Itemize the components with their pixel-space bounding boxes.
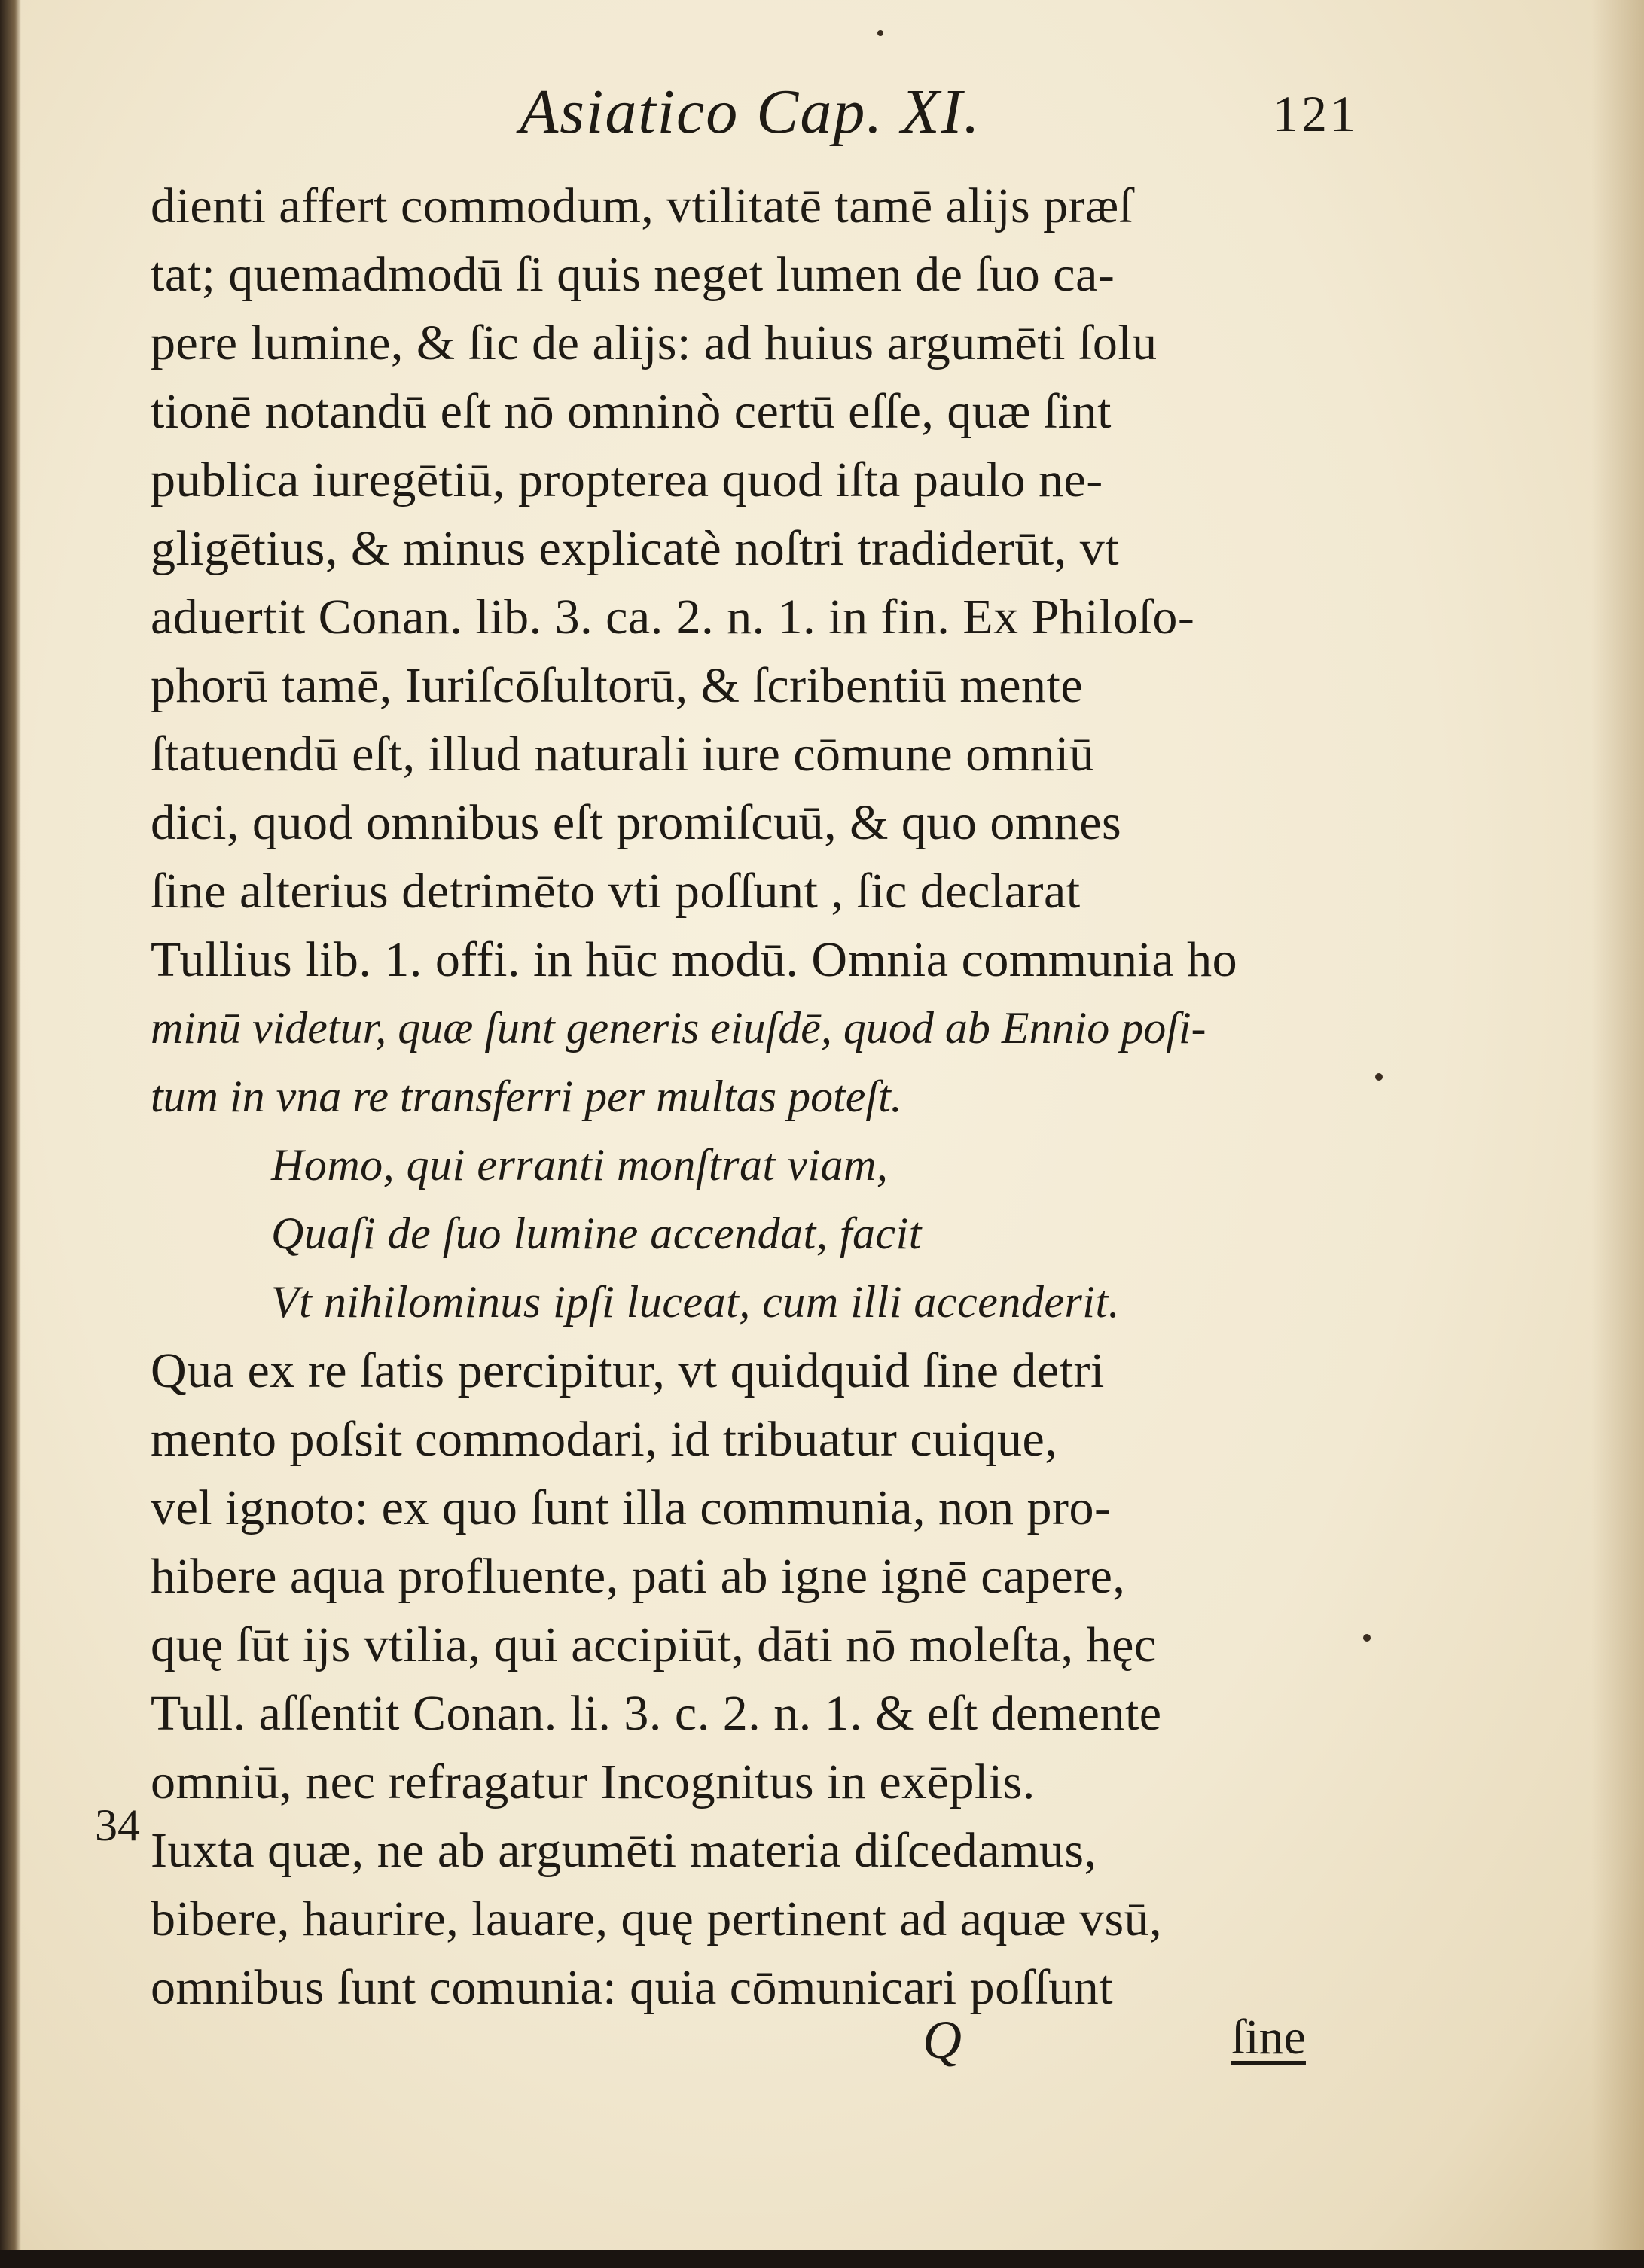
text-line: aduertit Conan. lib. 3. ca. 2. n. 1. in fin. Ex Philoſo- bbox=[151, 590, 1195, 645]
running-title: Asiatico Cap. XI. bbox=[520, 77, 981, 147]
text-line: dienti affert commodum, vtilitatē tamē alijs præſ bbox=[151, 178, 1133, 233]
text-line: Tull. aſſentit Conan. li. 3. c. 2. n. 1. & eſt demente bbox=[151, 1686, 1162, 1741]
verse-line: Quaſi de ſuo lumine accendat, facit bbox=[271, 1209, 922, 1258]
ink-speck bbox=[1363, 1634, 1371, 1642]
text-line: omnibus ſunt comunia: quia cōmunicari poſſunt bbox=[151, 1960, 1114, 2015]
text-line: omniū, nec refragatur Incognitus in exēplis. bbox=[151, 1754, 1036, 1809]
text-line: Tullius lib. 1. offi. in hūc modū. Omnia communia ho bbox=[151, 932, 1238, 987]
text-line: tat; quemadmodū ſi quis neget lumen de ſuo ca- bbox=[151, 247, 1115, 302]
text-line: ſtatuendū eſt, illud naturali iure cōmune omniū bbox=[151, 727, 1095, 782]
text-line: vel ignoto: ex quo ſunt illa communia, non pro- bbox=[151, 1480, 1112, 1535]
verse-line: Homo, qui erranti monſtrat viam, bbox=[271, 1140, 889, 1190]
text-line: tionē notandū eſt nō omninò certū eſſe, quæ ſint bbox=[151, 384, 1112, 439]
page-edge-shadow bbox=[1591, 0, 1644, 2268]
text-line: dici, quod omnibus eſt promiſcuū, & quo omnes bbox=[151, 795, 1122, 850]
binding-gutter bbox=[0, 0, 21, 2268]
margin-number: 34 bbox=[95, 1800, 140, 1850]
ink-speck bbox=[1375, 1073, 1383, 1081]
text-line: quę ſūt ijs vtilia, qui accipiūt, dāti nō moleſta, hęc bbox=[151, 1617, 1157, 1672]
text-line: gligētius, & minus explicatè noſtri tradiderūt, vt bbox=[151, 521, 1120, 576]
text-line: minū videtur, quæ ſunt generis eiuſdē, quod ab Ennio poſi- bbox=[151, 1003, 1206, 1053]
page-bottom-edge bbox=[0, 2250, 1644, 2268]
running-head bbox=[0, 75, 1644, 158]
text-line: hibere aqua profluente, pati ab igne ignē capere, bbox=[151, 1549, 1126, 1604]
text-line: bibere, haurire, lauare, quę pertinent ad aquæ vsū, bbox=[151, 1892, 1163, 1946]
signature-mark: Q bbox=[923, 2010, 962, 2070]
text-line: mento poſsit commodari, id tribuatur cuique, bbox=[151, 1412, 1058, 1467]
ink-speck bbox=[877, 30, 883, 36]
text-line: phorū tamē, Iuriſcōſultorū, & ſcribentiū mente bbox=[151, 658, 1084, 713]
text-block bbox=[151, 172, 1371, 2022]
text-line: publica iuregētiū, propterea quod iſta paulo ne- bbox=[151, 453, 1103, 508]
page-number: 121 bbox=[1273, 85, 1359, 142]
text-line: Qua ex re ſatis percipitur, vt quidquid ſine detri bbox=[151, 1343, 1105, 1398]
text-line: Iuxta quæ, ne ab argumēti materia diſcedamus, bbox=[151, 1823, 1097, 1878]
text-line: ſine alterius detrimēto vti poſſunt , ſic declarat bbox=[151, 864, 1081, 919]
catchword: ſine bbox=[1231, 2010, 1306, 2065]
verse-line: Vt nihilominus ipſi luceat, cum illi accenderit. bbox=[271, 1277, 1121, 1327]
text-line: tum in vna re transferri per multas poteſt. bbox=[151, 1072, 902, 1121]
text-line: pere lumine, & ſic de alijs: ad huius argumēti ſolu bbox=[151, 316, 1158, 370]
page-footer bbox=[0, 2009, 1644, 2084]
